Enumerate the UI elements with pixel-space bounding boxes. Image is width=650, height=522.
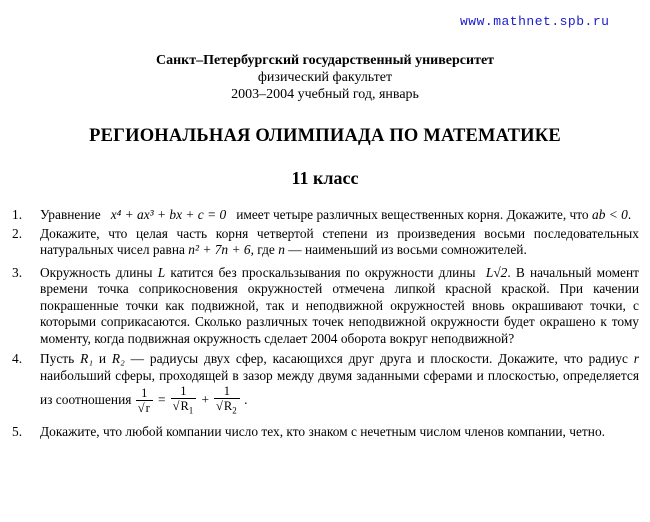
problem-5	[0, 424, 650, 441]
problem-number: 4.	[12, 351, 23, 366]
university-name: Санкт–Петербургский государственный университет	[155, 53, 495, 68]
problem-text: катится без проскальзывания по окружности длины	[170, 264, 476, 280]
faculty-name: физический факультет	[257, 70, 393, 85]
problem-text: Пусть	[40, 351, 75, 366]
problem-3	[0, 265, 650, 348]
problem-number: 1.	[12, 207, 23, 222]
problem-number: 3.	[12, 264, 23, 280]
problem-text: Докажите, что любой компании число тех, кто знаком с нечетным числом членов компании, четно.	[40, 423, 605, 439]
punctuation: .	[627, 207, 632, 222]
problem-text: Докажите, что целая часть корня четвертой степени из произведения восьми последовательных натуральных чисел равна	[40, 225, 639, 257]
problem-2	[0, 226, 650, 259]
radius-relation-formula: $\frac{1}{√r}$ = $\frac{1}{√R_1}$ + $\frac{1}{√R_2}$	[135, 392, 244, 407]
polynomial: n² + 7n + 6	[188, 242, 251, 257]
punctuation: .	[244, 391, 248, 407]
variable-n: n	[278, 242, 285, 257]
problem-number: 2.	[12, 225, 23, 241]
inequality: ab < 0	[592, 207, 628, 222]
problem-text: имеет четыре различных вещественных корня. Докажите, что	[236, 207, 589, 222]
academic-year: 2003–2004 учебный год, январь	[231, 87, 419, 102]
problem-text: Окружность длины	[40, 264, 153, 280]
grade-heading: 11 класс	[291, 168, 359, 188]
problem-text: — наименьший из восьми сомножителей.	[288, 242, 527, 257]
problem-text: , где	[250, 242, 275, 257]
equation: x⁴ + ax³ + bx + c = 0	[110, 207, 227, 222]
problem-4	[0, 351, 650, 418]
problem-text: и	[98, 351, 107, 366]
problem-text: наибольший сферы, проходящей в зазор между двумя заданными сферами и плоскостью, определяется из соотношения	[40, 367, 639, 407]
problem-list	[0, 207, 650, 440]
site-url: www.mathnet.spb.ru	[460, 14, 610, 29]
olympiad-title: РЕГИОНАЛЬНАЯ ОЛИМПИАДА ПО МАТЕМАТИКЕ	[89, 126, 561, 146]
problem-text: Уравнение	[40, 207, 101, 222]
variable-r: r	[633, 351, 639, 366]
length-expression: L√2	[485, 264, 508, 280]
radius-R1: R₁	[80, 351, 93, 366]
problem-text: — радиусы двух сфер, касающихся друг друга и плоскости. Докажите, что радиус	[130, 351, 628, 366]
radius-R2: R₂	[111, 351, 125, 366]
variable-L: L	[157, 264, 166, 280]
problem-number: 5.	[12, 423, 23, 439]
problem-1	[0, 207, 650, 224]
problem-text: . В начальный момент времени точка соприкосновения окружностей отмечена липкой красной краской. При качении покрашенные точки как подвижной, так и неподвижной окружностей вновь окрашивают точки, с которыми соприкасаются. Сколько различных точек неподвижной окружности будет окрашено к тому моменту, когда подвижная окружность сделает 2004 оборота вокруг неподвижной?	[40, 264, 640, 346]
document-header	[0, 52, 650, 103]
